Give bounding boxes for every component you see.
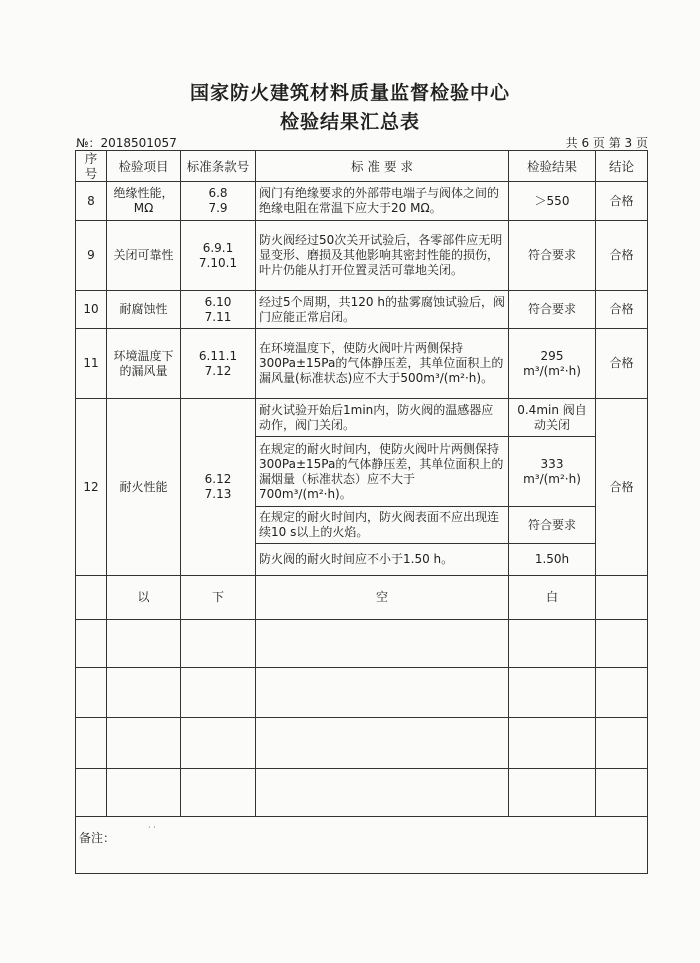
header-item: 检验项目 bbox=[107, 151, 181, 182]
clause-number: 6.12 7.13 bbox=[181, 399, 256, 576]
header-clause: 标准条款号 bbox=[181, 151, 256, 182]
verdict: 合格 bbox=[596, 291, 648, 329]
test-result: 符合要求 bbox=[509, 221, 596, 291]
verdict: 合格 bbox=[596, 399, 648, 576]
test-result: 1.50h bbox=[509, 544, 596, 576]
blank-marker-3: 空 bbox=[256, 576, 509, 620]
empty-row bbox=[76, 769, 648, 817]
verdict: 合格 bbox=[596, 182, 648, 221]
requirement-text: 阀门有绝缘要求的外部带电端子与阀体之间的绝缘电阻在常温下应大于20 MΩ。 bbox=[256, 182, 509, 221]
test-item: 绝缘性能，MΩ bbox=[107, 182, 181, 221]
empty-row bbox=[76, 718, 648, 769]
requirement-text: 在环境温度下，使防火阀叶片两侧保持300Pa±15Pa的气体静压差，其单位面积上的漏风量(标准状态)应不大于500m³/(m²·h)。 bbox=[256, 329, 509, 399]
test-item: 关闭可靠性 bbox=[107, 221, 181, 291]
blank-marker-1: 以 bbox=[107, 576, 181, 620]
test-result: 符合要求 bbox=[509, 291, 596, 329]
empty-row bbox=[76, 668, 648, 718]
table-row bbox=[76, 399, 648, 437]
header-verdict: 结论 bbox=[596, 151, 648, 182]
test-result: 0.4min 阀自动关闭 bbox=[509, 399, 596, 437]
table-row bbox=[76, 221, 648, 291]
requirement-text: 经过5个周期，共120 h的盐雾腐蚀试验后，阀门应能正常启闭。 bbox=[256, 291, 509, 329]
blank-marker-row bbox=[76, 576, 648, 620]
clause-number: 6.9.1 7.10.1 bbox=[181, 221, 256, 291]
test-item: 环境温度下的漏风量 bbox=[107, 329, 181, 399]
header-no: 序号 bbox=[76, 151, 107, 182]
clause-number: 6.10 7.11 bbox=[181, 291, 256, 329]
row-number: 9 bbox=[76, 221, 107, 291]
verdict: 合格 bbox=[596, 221, 648, 291]
test-result: 295 m³/(m²·h) bbox=[509, 329, 596, 399]
clause-number: 6.11.1 7.12 bbox=[181, 329, 256, 399]
requirement-text: 防火阀经过50次关开试验后，各零部件应无明显变形、磨损及其他影响其密封性能的损伤，叶片仍能从打开位置灵活可靠地关闭。 bbox=[256, 221, 509, 291]
empty-row bbox=[76, 620, 648, 668]
requirement-text: 在规定的耐火时间内，使防火阀叶片两侧保持300Pa±15Pa的气体静压差，其单位面积上的漏烟量（标准状态）应不大于700m³/(m²·h)。 bbox=[256, 437, 509, 507]
header-result: 检验结果 bbox=[509, 151, 596, 182]
requirement-text: 在规定的耐火时间内，防火阀表面不应出现连续10 s以上的火焰。 bbox=[256, 507, 509, 544]
row-number: 12 bbox=[76, 399, 107, 576]
header-requirement: 标 准 要 求 bbox=[256, 151, 509, 182]
row-number: 11 bbox=[76, 329, 107, 399]
test-result: 333 m³/(m²·h) bbox=[509, 437, 596, 507]
requirement-text: 防火阀的耐火时间应不小于1.50 h。 bbox=[256, 544, 509, 576]
verdict: 合格 bbox=[596, 329, 648, 399]
test-item: 耐火性能 bbox=[107, 399, 181, 576]
page-info: 共 6 页 第 3 页 bbox=[565, 136, 648, 150]
blank-marker-4: 白 bbox=[509, 576, 596, 620]
report-title: 国家防火建筑材料质量监督检验中心 bbox=[189, 82, 510, 104]
test-result: 符合要求 bbox=[509, 507, 596, 544]
table-row bbox=[76, 182, 648, 221]
remark-row bbox=[76, 817, 648, 874]
report-subtitle: 检验结果汇总表 bbox=[279, 111, 420, 133]
row-number: 10 bbox=[76, 291, 107, 329]
requirement-text: 耐火试验开始后1min内，防火阀的温感器应动作，阀门关闭。 bbox=[256, 399, 509, 437]
test-item: 耐腐蚀性 bbox=[107, 291, 181, 329]
table-header-row bbox=[76, 151, 648, 182]
test-result: ＞550 bbox=[509, 182, 596, 221]
stray-mark: · · bbox=[148, 823, 156, 832]
clause-number: 6.8 7.9 bbox=[181, 182, 256, 221]
document-number: №：2018501057 bbox=[76, 136, 177, 150]
results-table bbox=[75, 150, 648, 874]
remark-label: 备注： bbox=[76, 817, 648, 874]
blank-marker-2: 下 bbox=[181, 576, 256, 620]
row-number: 8 bbox=[76, 182, 107, 221]
table-row bbox=[76, 329, 648, 399]
table-row bbox=[76, 291, 648, 329]
